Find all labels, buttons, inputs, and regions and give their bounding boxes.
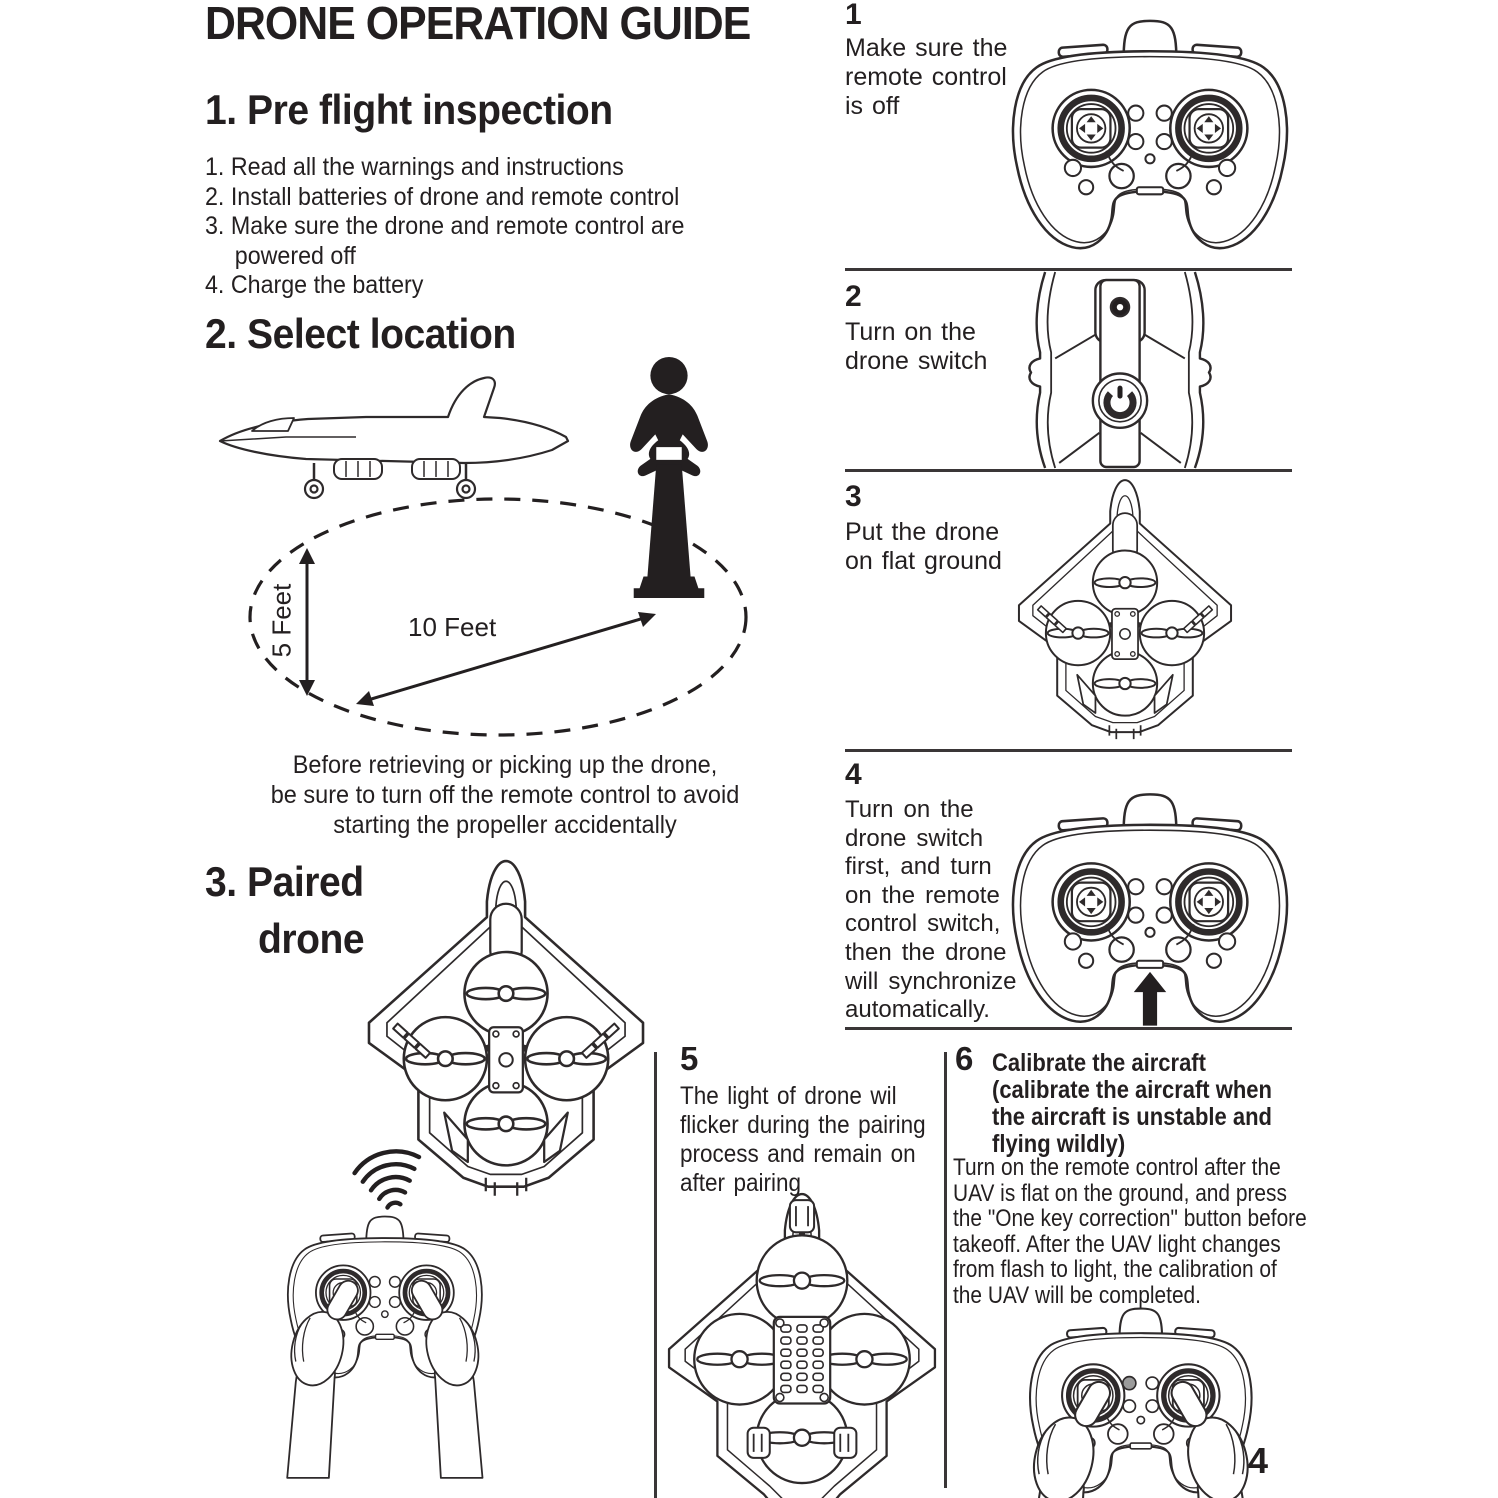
step2-number: 2 xyxy=(845,280,862,313)
hands-holding-controller-illustration xyxy=(185,1185,600,1498)
list-item: 4. Charge the battery xyxy=(205,271,424,299)
divider xyxy=(944,1052,947,1488)
step3-text: Put the drone on flat ground xyxy=(845,518,1002,575)
remote-controller-power-on-illustration xyxy=(1008,786,1292,1030)
section3-heading-line1: 3. Paired xyxy=(205,858,364,905)
section1-list xyxy=(205,153,726,301)
list-item: 2. Install batteries of drone and remote control xyxy=(205,182,680,211)
section3-heading-line2: drone xyxy=(258,915,365,962)
vertical-range-arrow xyxy=(299,548,315,696)
person-silhouette xyxy=(630,357,708,598)
step1-number: 1 xyxy=(845,0,862,31)
step6-heading: Calibrate the aircraft (calibrate the aircraft when the aircraft is unstable and flying wildly) xyxy=(992,1049,1272,1158)
divider xyxy=(654,1052,657,1498)
divider xyxy=(845,749,1292,752)
drone-switch-closeup-illustration xyxy=(1005,272,1235,468)
drone-bottom-view-illustration xyxy=(661,1188,943,1498)
step3-number: 3 xyxy=(845,480,862,513)
paired-drone-top-view-illustration xyxy=(360,856,652,1194)
divider xyxy=(845,469,1292,472)
select-location-illustration xyxy=(205,355,790,747)
one-key-correction-button xyxy=(1123,1377,1136,1390)
arrow-up-icon xyxy=(1134,972,1166,1026)
list-item: 3. Make sure the drone and remote control are powered off xyxy=(205,212,685,270)
step4-text: Turn on the drone switch first, and turn on the remote control switch, then the drone will synchronize automatically. xyxy=(845,796,1017,1024)
remote-controller-illustration xyxy=(1008,12,1292,262)
range-label-5-feet: 5 Feet xyxy=(266,583,297,658)
step4-number: 4 xyxy=(845,758,862,791)
horizontal-range-arrow xyxy=(356,612,656,706)
page-number: 4 xyxy=(1248,1440,1269,1481)
step1-text: Make sure the remote control is off xyxy=(845,34,1008,120)
page-title: DRONE OPERATION GUIDE xyxy=(205,0,751,49)
divider xyxy=(845,268,1292,271)
step6-text: Turn on the remote control after the UAV is flat on the ground, and press the "One key correction" button before takeoff. After the UAV light changes from flash to light, the calibration of the UAV will be completed. xyxy=(953,1154,1307,1309)
section2-heading: 2. Select location xyxy=(205,310,516,357)
section1-heading: 1. Pre flight inspection xyxy=(205,86,613,133)
drone-top-view-illustration xyxy=(1012,476,1238,738)
step5-number: 5 xyxy=(680,1040,699,1077)
list-item: 1. Read all the warnings and instructions xyxy=(205,153,624,181)
drone-side-view-illustration xyxy=(220,377,568,498)
step6-number: 6 xyxy=(955,1040,974,1077)
step2-text: Turn on the drone switch xyxy=(845,318,988,375)
range-label-10-feet: 10 Feet xyxy=(408,612,497,642)
section2-caption: Before retrieving or picking up the drone, be sure to turn off the remote control to avoid starting the propeller accidentally xyxy=(270,751,740,839)
step5-text: The light of drone wil flicker during the pairing process and remain on after pairing xyxy=(680,1082,926,1197)
